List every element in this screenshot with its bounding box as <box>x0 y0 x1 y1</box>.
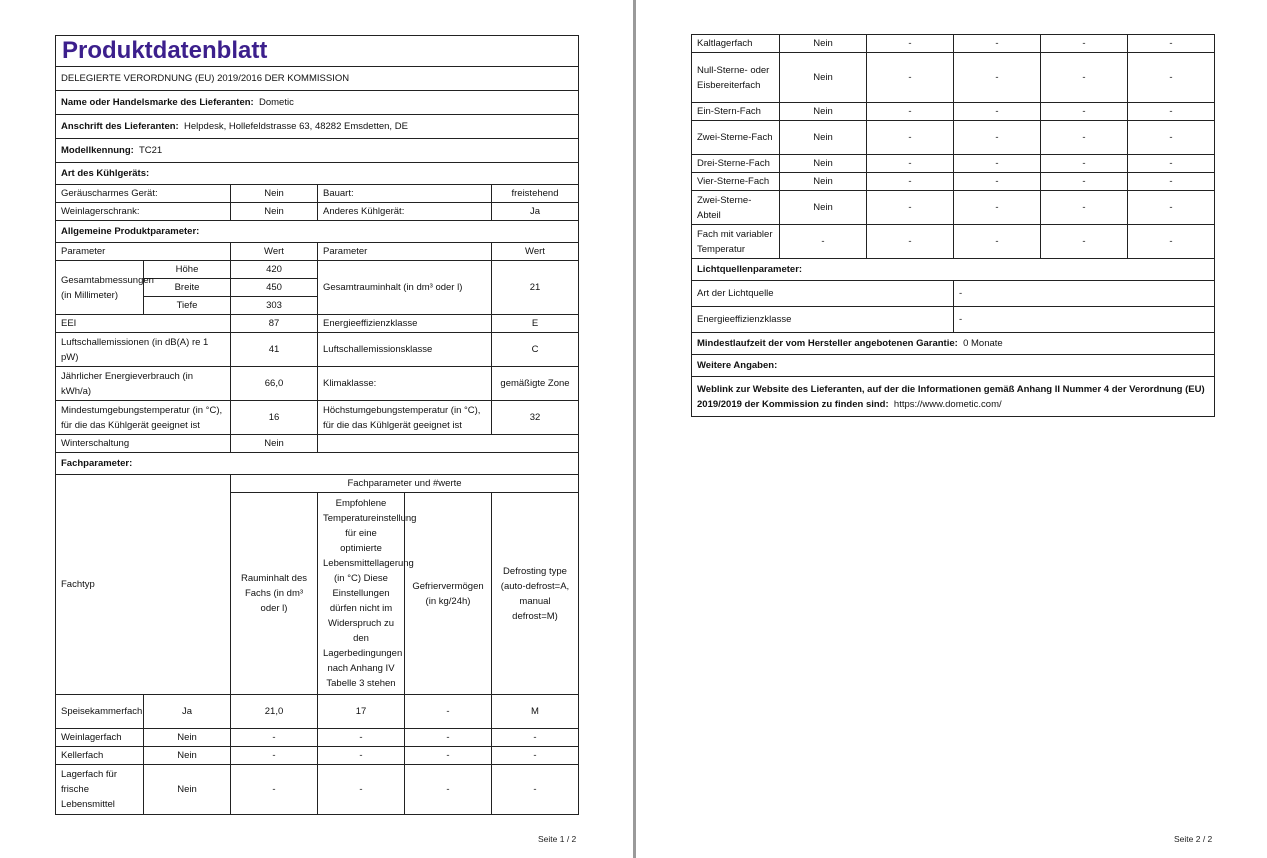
device-type-label: Bauart: <box>318 185 492 203</box>
page-number: Seite 1 / 2 <box>538 834 577 844</box>
compartment-present: - <box>780 225 867 259</box>
compartment-temp: - <box>318 765 405 815</box>
supplier-address: Helpdesk, Hollefeldstrasse 63, 48282 Emsdetten, DE <box>184 121 408 132</box>
compartment-freeze: - <box>1041 191 1128 225</box>
compartment-defrost: - <box>1128 173 1215 191</box>
compartment-present: Nein <box>144 765 231 815</box>
compartment-present: Nein <box>780 53 867 103</box>
compartment-name: Speisekammerfach <box>56 695 144 729</box>
further-info-heading: Weitere Angaben: <box>692 355 1215 377</box>
compartment-name: Fach mit variabler Temperatur <box>692 225 780 259</box>
compartment-type-label: Fachtyp <box>56 475 231 695</box>
param-value: gemäßigte Zone <box>492 367 579 401</box>
compartment-volume: - <box>867 173 954 191</box>
warranty-label: Mindestlaufzeit der vom Hersteller angebotenen Garantie: <box>697 338 958 349</box>
compartment-volume: - <box>867 121 954 155</box>
compartment-temp: - <box>954 225 1041 259</box>
col-header-parameter: Parameter <box>318 243 492 261</box>
param-label: Energieeffizienzklasse <box>318 315 492 333</box>
compartment-freeze: - <box>1041 155 1128 173</box>
compartment-name: Drei-Sterne-Fach <box>692 155 780 173</box>
compartment-name: Zwei-Sterne-Abteil <box>692 191 780 225</box>
warranty-value: 0 Monate <box>963 338 1003 349</box>
param-label: Mindestumgebungstemperatur (in °C), für die das Kühlgerät geeignet ist <box>56 401 231 435</box>
compartment-name: Vier-Sterne-Fach <box>692 173 780 191</box>
width-value: 450 <box>231 279 318 297</box>
compartment-freeze: - <box>1041 121 1128 155</box>
col-header-value: Wert <box>492 243 579 261</box>
compartment-volume: - <box>867 53 954 103</box>
compartment-freeze: - <box>405 695 492 729</box>
compartment-volume: - <box>867 191 954 225</box>
light-class-value: - <box>954 307 1215 333</box>
page-2 <box>636 0 1267 858</box>
compartment-defrost: - <box>492 747 579 765</box>
compartment-temp: - <box>954 191 1041 225</box>
compartment-temp: - <box>954 53 1041 103</box>
compartment-name: Ein-Stern-Fach <box>692 103 780 121</box>
compartment-freeze: - <box>405 729 492 747</box>
light-class-label: Energieeffizienzklasse <box>692 307 954 333</box>
compartment-freeze: - <box>1041 173 1128 191</box>
page-1 <box>0 0 633 858</box>
compartment-present: Nein <box>780 155 867 173</box>
compartment-temp: - <box>318 729 405 747</box>
param-label: Jährlicher Energieverbrauch (in kWh/a) <box>56 367 231 401</box>
compartment-present: Nein <box>780 35 867 53</box>
compartment-present: Nein <box>780 121 867 155</box>
compartment-freeze: - <box>1041 103 1128 121</box>
device-type-label: Weinlagerschrank: <box>56 203 231 221</box>
model-id: TC21 <box>138 145 163 156</box>
weblink-row <box>692 377 1215 417</box>
light-source-heading: Lichtquellenparameter: <box>692 259 1215 281</box>
model-label: Modellkennung: <box>61 145 134 156</box>
compartment-defrost: - <box>1128 53 1215 103</box>
param-value: 66,0 <box>231 367 318 401</box>
compartment-volume: - <box>867 103 954 121</box>
device-type-label: Anderes Kühlgerät: <box>318 203 492 221</box>
param-value: E <box>492 315 579 333</box>
compartment-present: Nein <box>780 103 867 121</box>
supplier-name-label: Name oder Handelsmarke des Lieferanten: <box>61 97 254 108</box>
compartment-freeze: - <box>1041 35 1128 53</box>
compartment-params-heading: Fachparameter: <box>56 453 579 475</box>
param-label: Klimaklasse: <box>318 367 492 401</box>
supplier-address-row <box>56 115 579 139</box>
supplier-name-row <box>56 91 579 115</box>
height-value: 420 <box>231 261 318 279</box>
supplier-name: Dometic <box>259 97 294 108</box>
product-sheet-table-page-1 <box>55 35 579 815</box>
height-label: Höhe <box>144 261 231 279</box>
compartment-temp: - <box>954 173 1041 191</box>
compartment-freeze: - <box>405 747 492 765</box>
product-sheet-table-page-2 <box>691 34 1215 417</box>
compartment-present: Nein <box>144 747 231 765</box>
compartment-freeze: - <box>1041 225 1128 259</box>
compartment-volume: - <box>231 765 318 815</box>
device-type-value: Nein <box>231 185 318 203</box>
compartment-name: Weinlagerfach <box>56 729 144 747</box>
compartment-volume: - <box>231 747 318 765</box>
compartment-defrost: M <box>492 695 579 729</box>
compartment-present: Nein <box>780 173 867 191</box>
compartment-defrost: - <box>1128 35 1215 53</box>
supplier-address-label: Anschrift des Lieferanten: <box>61 121 179 132</box>
page-title: Produktdatenblatt <box>56 36 579 67</box>
device-type-value: Nein <box>231 203 318 221</box>
device-type-heading: Art des Kühlgeräts: <box>56 163 579 185</box>
compartment-defrost: - <box>1128 191 1215 225</box>
compartment-defrost: - <box>1128 121 1215 155</box>
compartment-present: Nein <box>144 729 231 747</box>
compartment-defrost: - <box>492 765 579 815</box>
param-label: EEI <box>56 315 231 333</box>
compartment-name: Lagerfach für frische Lebensmittel <box>56 765 144 815</box>
compartment-freeze: - <box>405 765 492 815</box>
param-value: Nein <box>231 435 318 453</box>
device-type-value: Ja <box>492 203 579 221</box>
compartment-name: Null-Sterne- oder Eisbereiterfach <box>692 53 780 103</box>
page-number: Seite 2 / 2 <box>1174 834 1213 844</box>
param-value: 87 <box>231 315 318 333</box>
compartment-name: Kellerfach <box>56 747 144 765</box>
param-value: 32 <box>492 401 579 435</box>
col-header-temperature: Empfohlene Temperatureinstellung für eine optimierte Lebensmittellagerung (in °C) Diese Einstellungen dürfen nicht im Widerspruch zu den Lagerbedingungen nach Anhang IV Tabelle 3 stehen <box>318 493 405 695</box>
weblink[interactable]: https://www.dometic.com/ <box>893 398 1002 410</box>
light-type-label: Art der Lichtquelle <box>692 281 954 307</box>
param-label: Winterschaltung <box>56 435 231 453</box>
param-value: 41 <box>231 333 318 367</box>
depth-value: 303 <box>231 297 318 315</box>
compartment-name: Zwei-Sterne-Fach <box>692 121 780 155</box>
compartment-defrost: - <box>492 729 579 747</box>
compartment-volume: - <box>231 729 318 747</box>
regulation: DELEGIERTE VERORDNUNG (EU) 2019/2016 DER KOMMISSION <box>56 67 579 91</box>
compartment-present: Ja <box>144 695 231 729</box>
compartment-defrost: - <box>1128 155 1215 173</box>
col-header-value: Wert <box>231 243 318 261</box>
param-label <box>318 435 579 453</box>
compartment-temp: - <box>954 155 1041 173</box>
compartment-volume: 21,0 <box>231 695 318 729</box>
compartment-temp: 17 <box>318 695 405 729</box>
compartment-temp: - <box>318 747 405 765</box>
param-label: Höchstumgebungstemperatur (in °C), für die das Kühlgerät geeignet ist <box>318 401 492 435</box>
param-value: 16 <box>231 401 318 435</box>
model-row <box>56 139 579 163</box>
compartment-volume: - <box>867 35 954 53</box>
compartment-temp: - <box>954 103 1041 121</box>
compartment-freeze: - <box>1041 53 1128 103</box>
param-label: Luftschallemissionsklasse <box>318 333 492 367</box>
light-type-value: - <box>954 281 1215 307</box>
param-label: Luftschallemissionen (in dB(A) re 1 pW) <box>56 333 231 367</box>
col-header-volume: Rauminhalt des Fachs (in dm³ oder l) <box>231 493 318 695</box>
total-volume-value: 21 <box>492 261 579 315</box>
compartment-volume: - <box>867 155 954 173</box>
compartment-defrost: - <box>1128 103 1215 121</box>
compartment-name: Kaltlagerfach <box>692 35 780 53</box>
general-params-heading: Allgemeine Produktparameter: <box>56 221 579 243</box>
warranty-row <box>692 333 1215 355</box>
col-header-freezing: Gefriervermögen (in kg/24h) <box>405 493 492 695</box>
col-header-defrost: Defrosting type (auto-defrost=A, manual defrost=M) <box>492 493 579 695</box>
width-label: Breite <box>144 279 231 297</box>
compartment-temp: - <box>954 121 1041 155</box>
param-value: C <box>492 333 579 367</box>
total-volume-label: Gesamtrauminhalt (in dm³ oder l) <box>318 261 492 315</box>
device-type-label: Geräuscharmes Gerät: <box>56 185 231 203</box>
dimensions-label: Gesamtabmessungen (in Millimeter) <box>56 261 144 315</box>
compartment-volume: - <box>867 225 954 259</box>
weblink-label: Weblink zur Website des Lieferanten, auf der die Informationen gemäß Anhang II Nummer 4 der Verordnung (EU) 2019/2019 der Kommission zu finden sind: <box>697 383 1205 410</box>
device-type-value: freistehend <box>492 185 579 203</box>
compartment-params-header: Fachparameter und #werte <box>231 475 579 493</box>
compartment-defrost: - <box>1128 225 1215 259</box>
compartment-temp: - <box>954 35 1041 53</box>
compartment-present: Nein <box>780 191 867 225</box>
depth-label: Tiefe <box>144 297 231 315</box>
col-header-parameter: Parameter <box>56 243 231 261</box>
